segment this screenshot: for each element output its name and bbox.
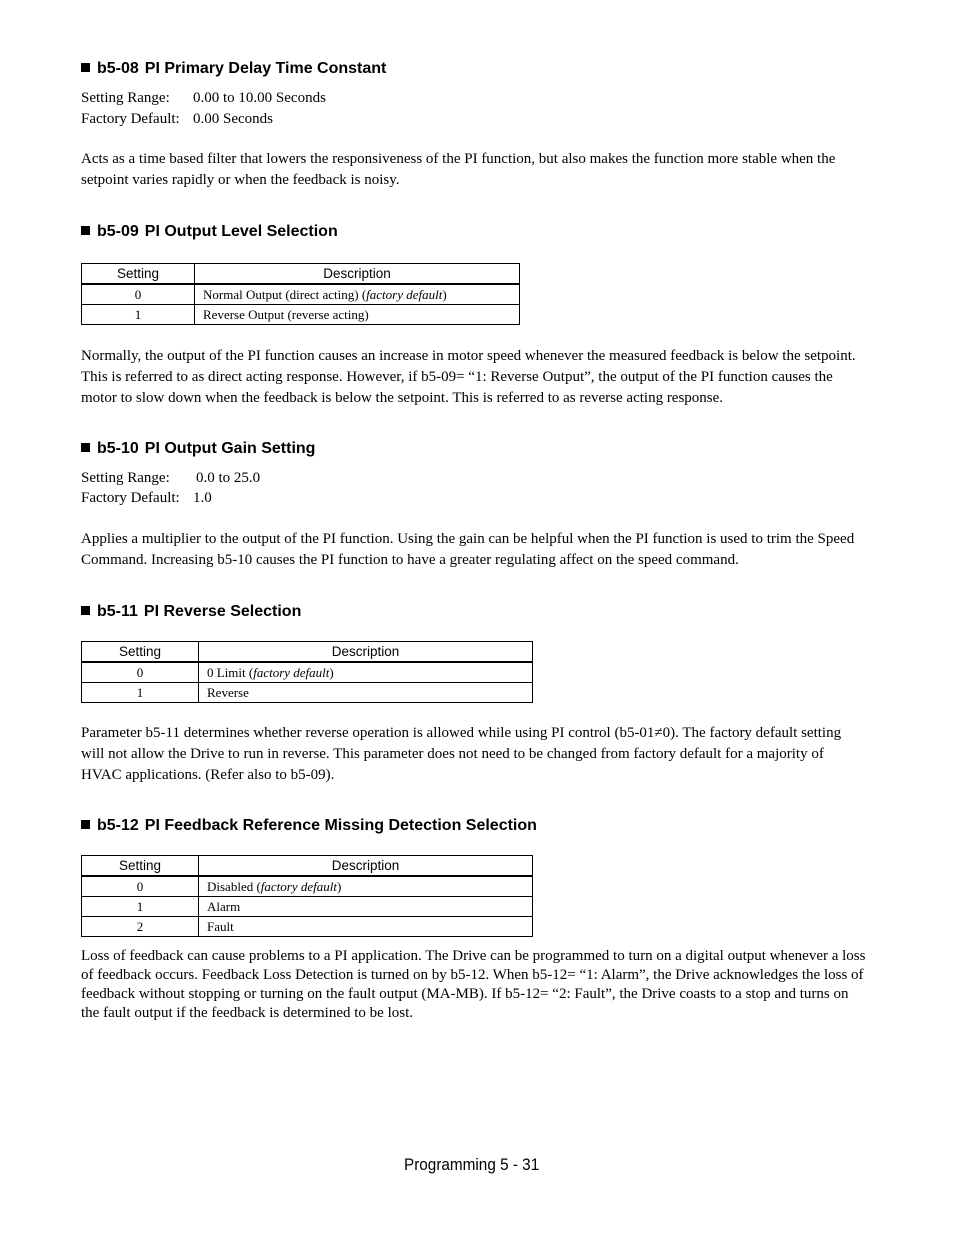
- col-setting: Setting: [82, 642, 199, 663]
- desc-close: ): [442, 287, 447, 302]
- col-description: Description: [199, 856, 533, 877]
- param-code: b5-11: [97, 603, 138, 620]
- description-cell: Fault: [199, 917, 533, 937]
- table-row: [82, 683, 533, 703]
- desc-italic: factory default: [253, 665, 330, 680]
- bullet-square-icon: [81, 443, 90, 452]
- col-description: Description: [199, 642, 533, 663]
- setting-cell: 1: [82, 683, 199, 703]
- param-title: PI Output Gain Setting: [144, 440, 316, 457]
- factory-default-value: 0.00 Seconds: [193, 111, 273, 127]
- table-row: [82, 897, 533, 917]
- factory-default-label: Factory Default:: [81, 111, 180, 127]
- description-paragraph: Applies a multiplier to the output of the PI function. Using the gain can be helpful when the PI function is used to trim the Speed Command. Increasing b5-10 causes the PI function to have a greater regulating affect on the speed command.: [81, 531, 855, 568]
- factory-default-row: [81, 109, 273, 130]
- table-row: [82, 876, 533, 897]
- setting-cell: 1: [82, 897, 199, 917]
- heading-b5-09: [81, 222, 338, 242]
- setting-range-label: Setting Range:: [81, 90, 170, 106]
- param-title: PI Output Level Selection: [144, 223, 338, 240]
- factory-default-value: 1.0: [193, 490, 212, 506]
- bullet-square-icon: [81, 63, 90, 72]
- col-description: Description: [195, 264, 520, 285]
- bullet-square-icon: [81, 606, 90, 615]
- settings-table-b5-11: [81, 641, 533, 703]
- description-paragraph: Acts as a time based filter that lowers the responsiveness of the PI function, but also makes the function more stable when the setpoint varies rapidly or when the feedback is noisy.: [81, 151, 836, 188]
- table-row: [82, 305, 520, 325]
- setting-cell: 0: [82, 662, 199, 683]
- heading-b5-12: [81, 816, 537, 836]
- description-cell: [199, 662, 533, 683]
- setting-range-value: 0.0 to 25.0: [196, 470, 261, 486]
- setting-cell: 1: [82, 305, 195, 325]
- description-cell: [199, 876, 533, 897]
- settings-table-b5-09: [81, 263, 520, 325]
- desc-text: Normal Output (direct acting) (: [203, 287, 367, 302]
- description-paragraph: Parameter b5-11 determines whether reverse operation is allowed while using PI control (b5-01≠0). The factory default setting will not allow the Drive to run in reverse. This parameter does not need to be changed from factory default for a majority of HVAC applications. (Refer also to b5-09).: [81, 725, 842, 783]
- desc-close: ): [336, 879, 342, 894]
- factory-default-row: [81, 488, 212, 509]
- param-title: PI Primary Delay Time Constant: [144, 60, 387, 77]
- setting-cell: 0: [82, 876, 199, 897]
- factory-default-label: Factory Default:: [81, 490, 180, 506]
- bullet-square-icon: [81, 820, 90, 829]
- param-code: b5-09: [97, 223, 139, 240]
- heading-b5-11: [81, 602, 301, 622]
- description-cell: Alarm: [199, 897, 533, 917]
- description-cell: Reverse: [199, 683, 533, 703]
- table-row: [82, 284, 520, 305]
- description-cell: [195, 284, 520, 305]
- col-setting: Setting: [82, 264, 195, 285]
- param-title: PI Feedback Reference Missing Detection Selection: [144, 817, 537, 834]
- param-title: PI Reverse Selection: [143, 603, 302, 620]
- desc-close: ): [329, 665, 334, 680]
- setting-range-value: 0.00 to 10.00 Seconds: [193, 90, 326, 106]
- desc-italic: factory default: [260, 879, 337, 894]
- desc-text: 0 Limit (: [207, 665, 254, 680]
- table-row: [82, 917, 533, 937]
- setting-cell: 2: [82, 917, 199, 937]
- setting-cell: 0: [82, 284, 195, 305]
- table-row: [82, 662, 533, 683]
- settings-table-b5-12: [81, 855, 533, 937]
- desc-text: Disabled (: [207, 879, 261, 894]
- heading-b5-08: [81, 59, 386, 79]
- description-cell: Reverse Output (reverse acting): [195, 305, 520, 325]
- col-setting: Setting: [82, 856, 199, 877]
- bullet-square-icon: [81, 226, 90, 235]
- desc-italic: factory default: [366, 287, 443, 302]
- setting-range-label: Setting Range:: [81, 470, 170, 486]
- param-code: b5-12: [97, 817, 139, 834]
- description-paragraph: Normally, the output of the PI function causes an increase in motor speed whenever the measured feedback is below the setpoint. This is referred to as direct acting response. However, if b5-09= “1: Reverse Output”, the output of the PI function causes the motor to slow down when the feedback is below the setpoint. This is referred to as reverse acting response.: [81, 348, 856, 406]
- heading-b5-10: [81, 439, 315, 459]
- setting-range-row: [81, 88, 326, 109]
- param-code: b5-08: [97, 60, 139, 77]
- setting-range-row: [81, 468, 261, 489]
- page-footer: Programming 5 - 31: [404, 1155, 540, 1174]
- param-code: b5-10: [97, 440, 139, 457]
- description-paragraph: Loss of feedback can cause problems to a PI application. The Drive can be programmed to turn on a digital output whenever a loss of feedback occurs. Feedback Loss Detection is turned on by b5-12. When b5-12= “1: Alarm”, the Drive acknowledges the loss of feedback without stopping or turning on the fault output (MA-MB). If b5-12= “2: Fault”, the Drive coasts to a stop and turns on the fault output if the feedback is determined to be lost.: [81, 948, 866, 1021]
